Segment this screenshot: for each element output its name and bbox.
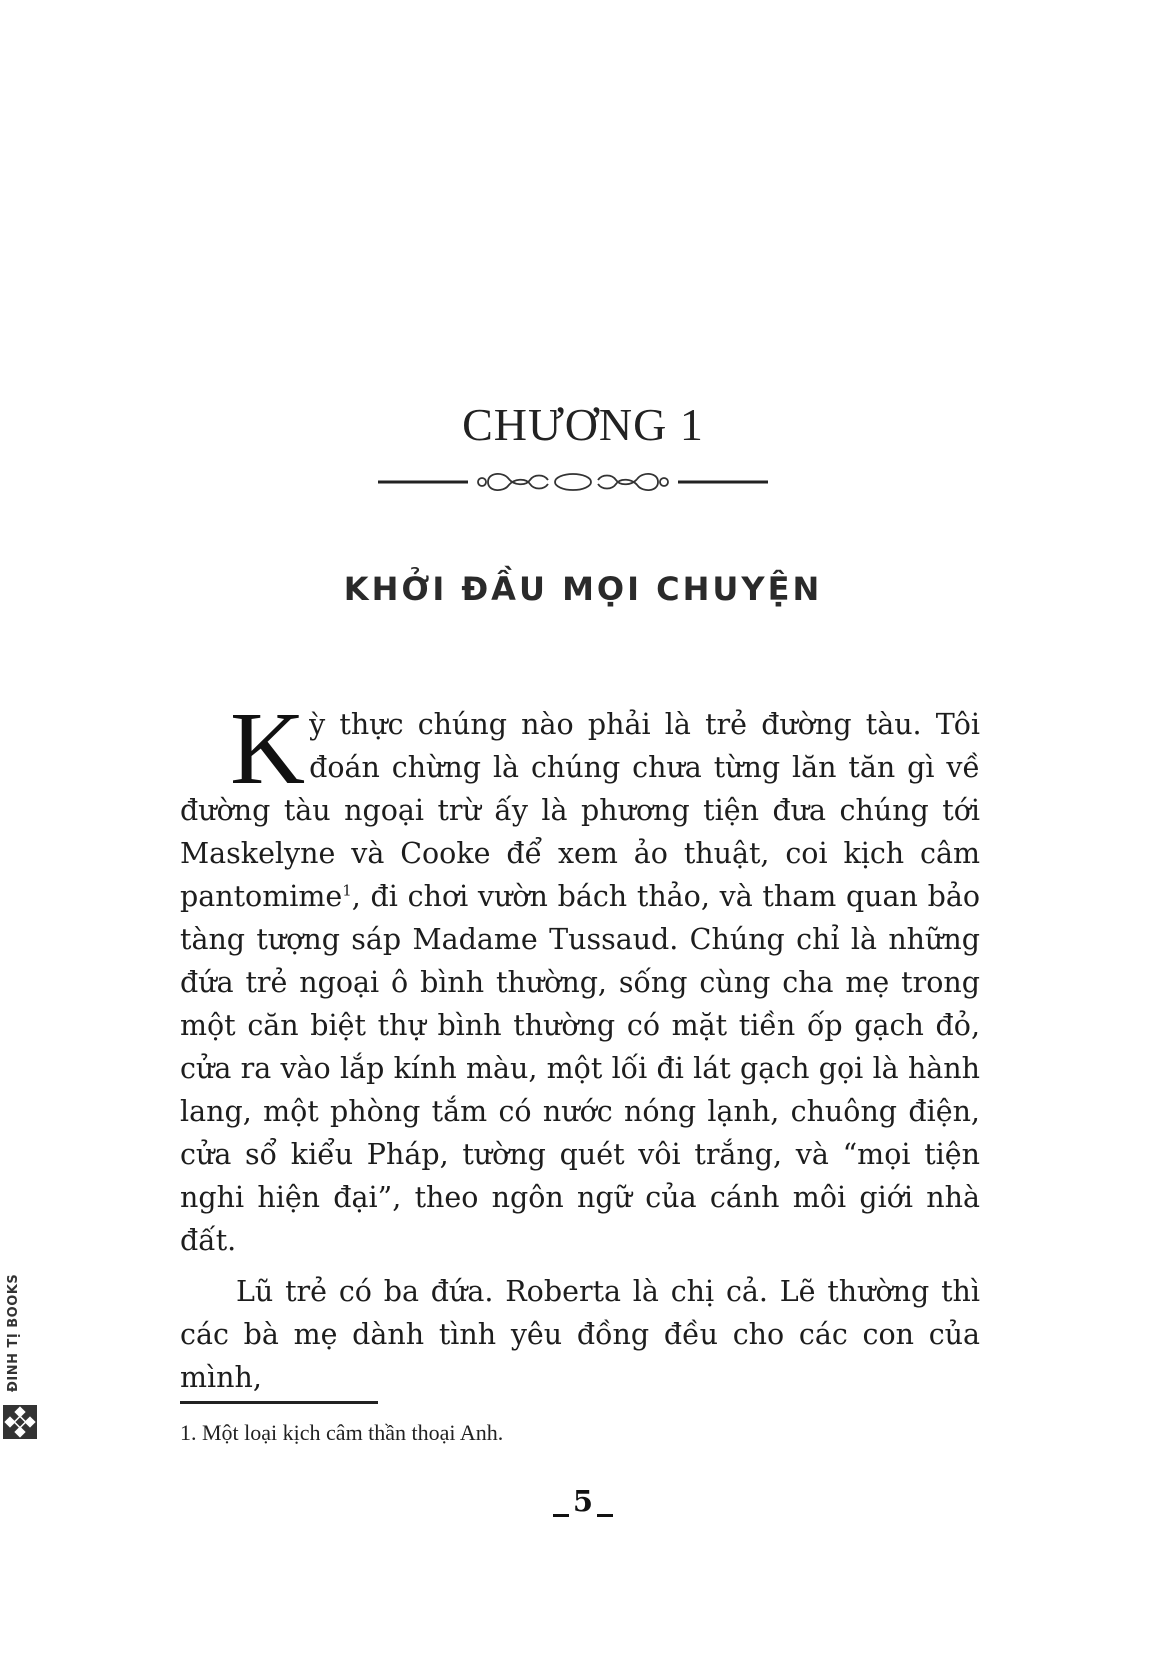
body-text bbox=[180, 691, 980, 1399]
paragraph-1-lead: ỳ thực chúng nào phải là trẻ đường tàu. Tôi đoán chừng là chúng chưa từng lăn tăn gì về đường tàu ngoại trừ ấy là phương tiện đưa chúng tới Maskelyne và Cooke để xem ảo thuật, coi kịch câm pantomime bbox=[180, 708, 980, 913]
dash-right bbox=[597, 1514, 613, 1517]
paragraph-2: Lũ trẻ có ba đứa. Roberta là chị cả. Lẽ thường thì các bà mẹ dành tình yêu đồng đều cho các con của mình, bbox=[180, 1275, 980, 1394]
publisher-logo-icon bbox=[2, 1404, 38, 1440]
publisher-label: ĐINH TỊ BOOKS bbox=[6, 1273, 21, 1392]
paragraph-1-rest: , đi chơi vườn bách thảo, và tham quan bảo tàng tượng sáp Madame Tussaud. Chúng chỉ là những đứa trẻ ngoại ô bình thường, sống cùng cha mẹ trong một căn biệt thự bình thường có mặt tiền ốp gạch đỏ, cửa ra vào lắp kính màu, một lối đi lát gạch gọi là hành lang, một phòng tắm có nước nóng lạnh, chuông điện, cửa sổ kiểu Pháp, tường quét vôi trắng, và “mọi tiện nghi hiện đại”, theo ngôn ngữ của cánh môi giới nhà đất. bbox=[180, 880, 980, 1257]
chapter-number: CHƯƠNG 1 bbox=[462, 399, 704, 450]
footnote-reference: 1 bbox=[342, 881, 352, 900]
chapter-title: KHỞI ĐẦU MỌI CHUYỆN bbox=[343, 570, 823, 608]
chapter-ornament-divider bbox=[378, 462, 768, 502]
drop-cap: K bbox=[230, 691, 306, 806]
footnote-divider bbox=[180, 1401, 378, 1404]
footnote: 1. Một loại kịch câm thần thoại Anh. bbox=[180, 1420, 504, 1445]
page-number-row bbox=[0, 1484, 1166, 1518]
page-number: 5 bbox=[572, 1484, 594, 1518]
dash-left bbox=[553, 1514, 569, 1517]
paragraph-1 bbox=[180, 691, 980, 1262]
